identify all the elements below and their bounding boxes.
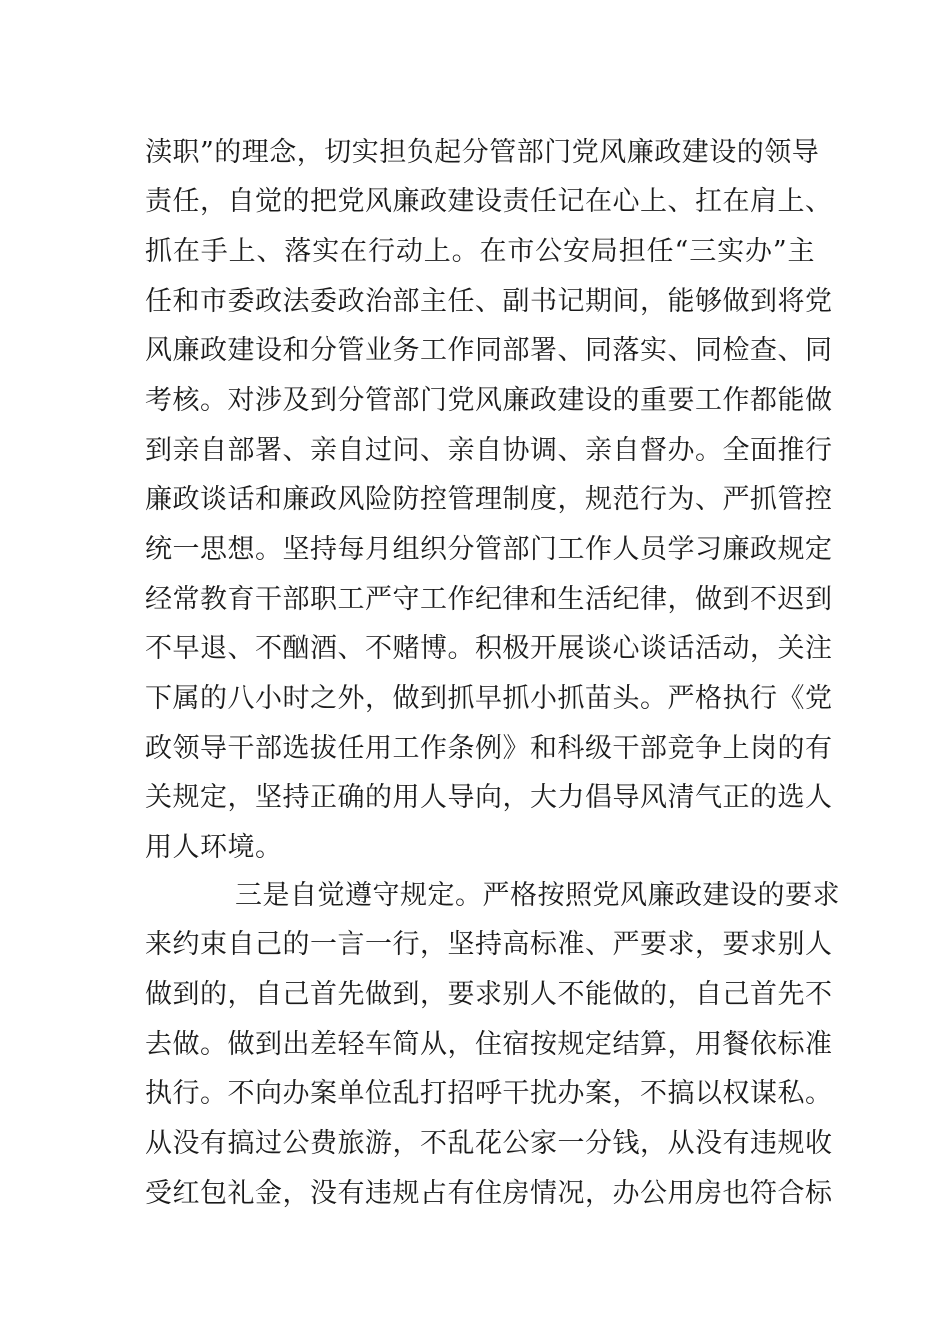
- text-line-7: 到亲自部署、亲自过问、亲自协调、亲自督办。全面推行: [145, 435, 833, 466]
- text-line-4: 任和市委政法委政治部主任、副书记期间，能够做到将党: [145, 286, 833, 317]
- text-line-8: 廉政谈话和廉政风险防控管理制度，规范行为、严抓管控: [145, 484, 833, 515]
- text-line-6: 考核。对涉及到分管部门党风廉政建设的重要工作都能做: [145, 385, 833, 416]
- text-line-17: 来约束自己的一言一行，坚持高标准、严要求，要求别人: [145, 929, 833, 960]
- text-line-20: 执行。不向办案单位乱打招呼干扰办案，不搞以权谋私。: [145, 1078, 833, 1109]
- text-line-15: 用人环境。: [145, 832, 283, 863]
- paragraph-heading-line: 三是自觉遵守规定。严格按照党风廉政建设的要求: [235, 880, 840, 911]
- text-line-12: 下属的八小时之外，做到抓早抓小抓苗头。严格执行《党: [145, 683, 833, 714]
- text-line-11: 不早退、不酗酒、不赌博。积极开展谈心谈话活动，关注: [145, 633, 833, 664]
- text-line-14: 关规定，坚持正确的用人导向，大力倡导风清气正的选人: [145, 782, 833, 813]
- text-line-3: 抓在手上、落实在行动上。在市公安局担任“三实办”主: [145, 236, 815, 267]
- text-line-18: 做到的，自己首先做到，要求别人不能做的，自己首先不: [145, 979, 833, 1010]
- text-line-21: 从没有搞过公费旅游，不乱花公家一分钱，从没有违规收: [145, 1128, 833, 1159]
- text-line-9: 统一思想。坚持每月组织分管部门工作人员学习廉政规定: [145, 534, 833, 565]
- text-line-19: 去做。做到出差轻车简从，住宿按规定结算，用餐依标准: [145, 1029, 833, 1060]
- text-line-2: 责任，自觉的把党风廉政建设责任记在心上、扛在肩上、: [145, 186, 833, 217]
- text-line-22: 受红包礼金，没有违规占有住房情况，办公用房也符合标: [145, 1178, 833, 1209]
- text-line-1: 渎职”的理念，切实担负起分管部门党风廉政建设的领导: [145, 137, 820, 168]
- text-line-5: 风廉政建设和分管业务工作同部署、同落实、同检查、同: [145, 335, 833, 366]
- text-line-13: 政领导干部选拔任用工作条例》和科级干部竞争上岗的有: [145, 733, 833, 764]
- text-line-10: 经常教育干部职工严守工作纪律和生活纪律，做到不迟到: [145, 584, 833, 615]
